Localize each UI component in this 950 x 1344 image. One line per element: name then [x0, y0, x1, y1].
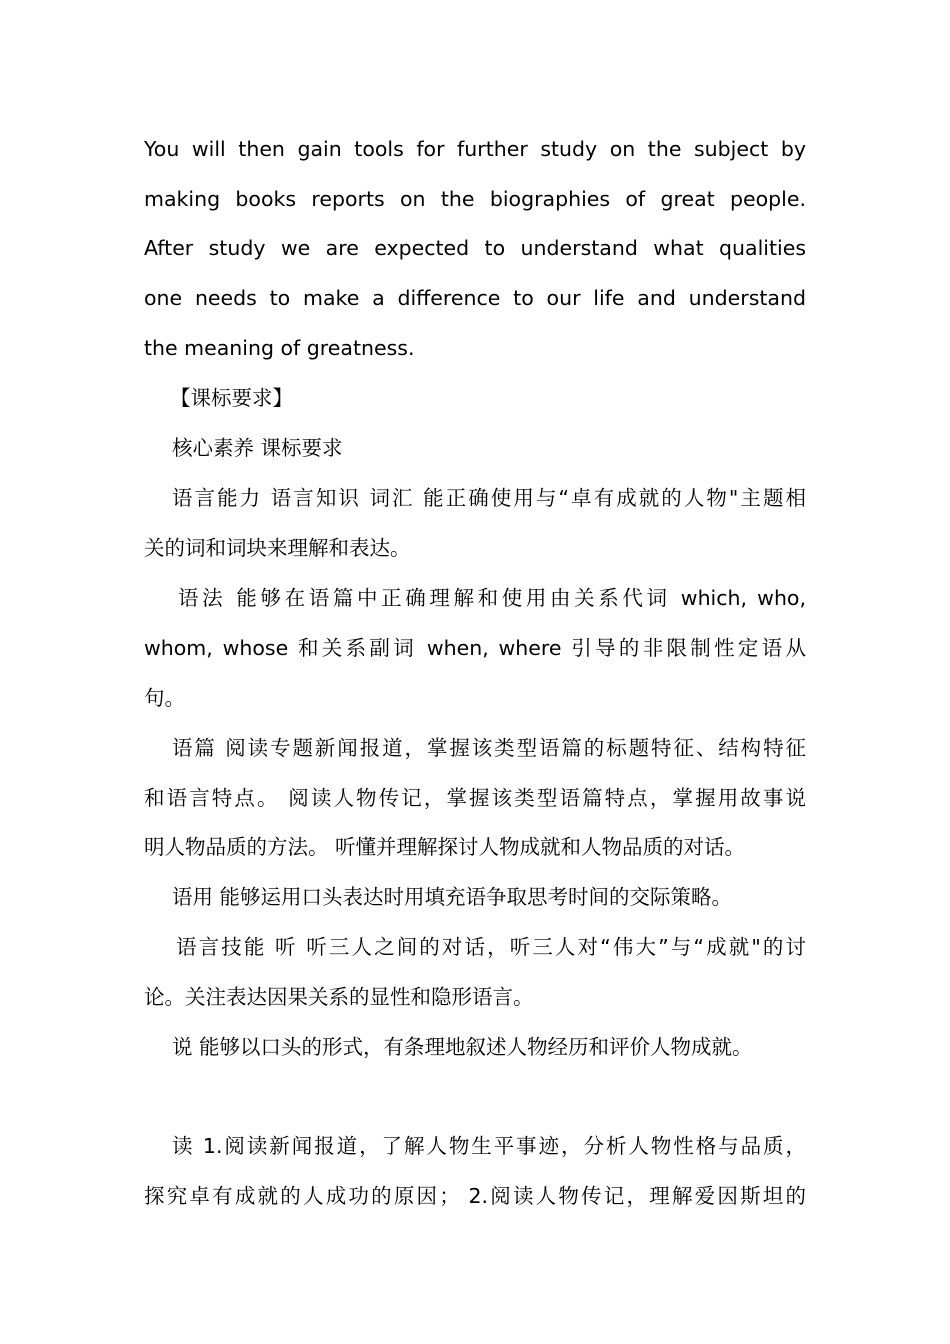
- paragraph-line: 读 1.阅读新闻报道，了解人物生平事迹，分析人物性格与品质，: [172, 1134, 806, 1158]
- paragraph-line: 论。关注表达因果关系的显性和隐形语言。: [144, 985, 534, 1009]
- paragraph-line: 明人物品质的方法。 听懂并理解探讨人物成就和人物品质的对话。: [144, 835, 746, 859]
- paragraph-line: 探究卓有成就的人成功的原因； 2.阅读人物传记，理解爱因斯坦的: [144, 1184, 806, 1208]
- paragraph-line: 关的词和词块来理解和表达。: [144, 536, 411, 560]
- paragraph-line: 说 能够以口头的形式，有条理地叙述人物经历和评价人物成就。: [172, 1035, 753, 1059]
- paragraph-line: 语用 能够运用口头表达时用填充语争取思考时间的交际策略。: [172, 885, 733, 909]
- paragraph-line: You will then gain tools for further study on the subject by: [144, 137, 806, 161]
- paragraph-line: 句。: [144, 686, 185, 710]
- paragraph-line: 语法 能够在语篇中正确理解和使用由关系代词 which, who,: [178, 586, 806, 610]
- paragraph-line: After study we are expected to understand what qualities: [144, 236, 806, 260]
- paragraph-line: 语篇 阅读专题新闻报道，掌握该类型语篇的标题特征、结构特征: [172, 736, 806, 760]
- paragraph-line: 语言能力 语言知识 词汇 能正确使用与“卓有成就的人物"主题相: [172, 486, 806, 510]
- paragraph-line: 和语言特点。 阅读人物传记，掌握该类型语篇特点，掌握用故事说: [144, 786, 806, 810]
- paragraph-line: making books reports on the biographies of great people.: [144, 187, 806, 211]
- section-heading: 【课标要求】: [170, 386, 293, 410]
- paragraph-line: the meaning of greatness.: [144, 336, 415, 360]
- paragraph-line: one needs to make a difference to our life and understand: [144, 286, 806, 310]
- paragraph-line: whom, whose 和关系副词 when, where 引导的非限制性定语从: [144, 636, 806, 660]
- paragraph-line: 语言技能 听 听三人之间的对话，听三人对“伟大”与“成就"的讨: [176, 935, 806, 959]
- table-header-line: 核心素养 课标要求: [172, 436, 343, 460]
